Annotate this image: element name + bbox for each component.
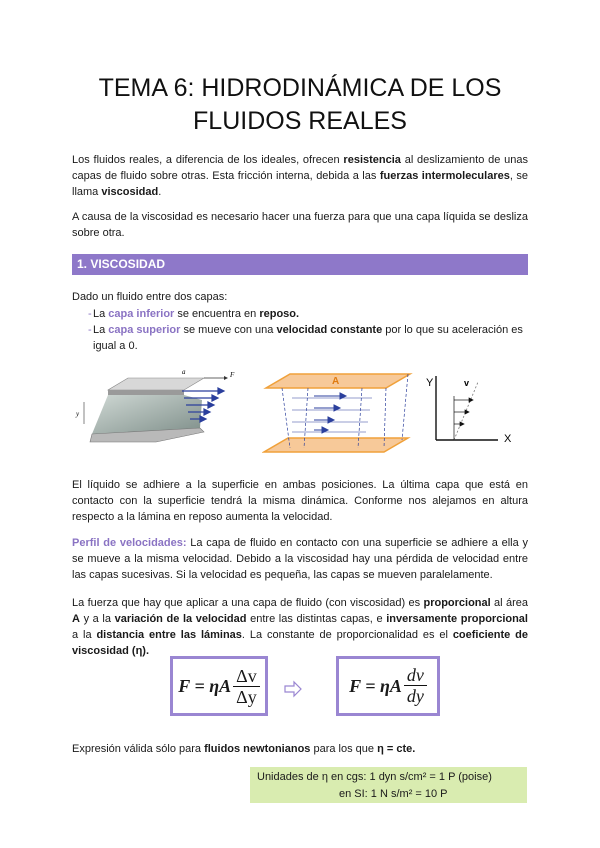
fig1-side-label: y — [76, 410, 80, 418]
units-box — [250, 767, 527, 803]
fig3-x-label: X — [504, 433, 512, 445]
title-line-1: TEMA 6: HIDRODINÁMICA DE LOS — [98, 74, 502, 102]
bottom-orange-plate — [264, 438, 408, 452]
intro-paragraph-2: A causa de la viscosidad es necesario hacer una fuerza para que una capa líquida se desliza sobre otra. — [72, 211, 528, 239]
formula-lhs: F = ηA — [349, 675, 402, 696]
top-plate — [108, 378, 204, 390]
fig2-area-label: A — [332, 376, 340, 387]
layers-list — [72, 306, 528, 354]
newtonian-paragraph: Expresión válida sólo para fluidos newtonianos para los que η = cte. — [72, 743, 416, 755]
right-arrow-icon — [284, 680, 302, 698]
fluid-body — [92, 395, 202, 434]
fig3-y-label: Y — [426, 377, 434, 389]
page-title — [0, 72, 600, 138]
fig1-force-label: F — [230, 371, 235, 379]
list-item: - La capa inferior se encuentra en reposo. — [88, 308, 300, 320]
intro-paragraph-1: Los fluidos reales, a diferencia de los ideales, ofrecen resistencia al deslizamiento de unas capas de fluido sobre otras. Esta fricción interna, debida a las fuerzas intermoleculares, se llama viscosidad. — [72, 154, 528, 198]
shear-figure — [262, 368, 414, 456]
units-line-cgs: Unidades de η en cgs: 1 dyn s/cm² = 1 P (poise) — [257, 771, 492, 783]
formula-fraction: $\frac{\Delta v}{\Delta y}$ — [233, 666, 260, 707]
layers-lead: Dado un fluido entre dos capas: — [72, 291, 228, 303]
velocity-profile-paragraph: Perfil de velocidades: La capa de fluido en contacto con una superficie se adhiere a ella y se mueve a la misma velocidad. Debido a la viscosidad hay una pérdida de velocidad entre las capas sucesivas. Si la velocidad es pequeña, las capas se mueven paralelamente. — [72, 537, 528, 581]
fig1-top-label: a — [182, 368, 186, 376]
formula-lhs: F = ηA — [178, 675, 232, 696]
list-item: - La capa superior se mueve con una velocidad constante por lo que su aceleración es igual a 0. — [88, 324, 523, 352]
velocity-profile-figure — [424, 370, 528, 446]
units-line-si: en SI: 1 N s/m² = 10 P — [339, 788, 448, 800]
fluid-layers-figure — [72, 364, 250, 452]
formula-discrete — [170, 656, 268, 716]
title-line-2: FLUIDOS REALES — [193, 107, 407, 135]
shear-velocity-arrows — [314, 393, 346, 433]
formula-differential — [336, 656, 440, 716]
adhesion-paragraph: El líquido se adhiere a la superficie en ambas posiciones. La última capa que está en contacto con la superficie tendrá la misma dinámica. Conforme nos alejamos en altura respecto a la lámina en reposo aumenta la velocidad. — [72, 479, 528, 523]
formula-fraction: dv dy — [404, 665, 427, 707]
fig3-v-label: v — [464, 378, 470, 388]
force-paragraph: La fuerza que hay que aplicar a una capa de fluido (con viscosidad) es proporcional al área A y a la variación de la velocidad entre las distintas capas, e inversamente proporcional a la distancia entre las láminas. La constante de proporcionalidad es el coeficiente de viscosidad (η). — [72, 597, 528, 657]
section-heading-viscosidad: 1. VISCOSIDAD — [72, 254, 528, 275]
